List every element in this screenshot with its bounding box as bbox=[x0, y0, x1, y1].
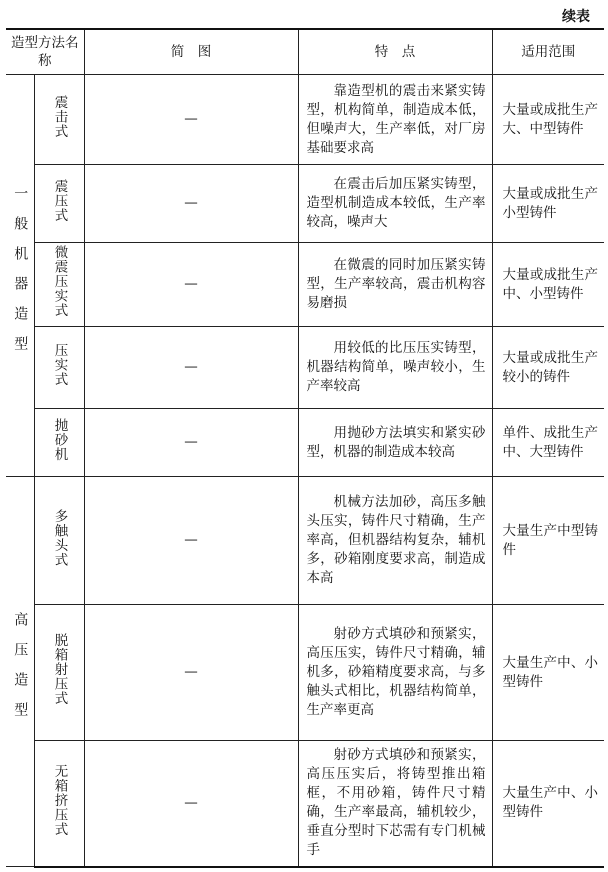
table-row bbox=[6, 741, 604, 867]
sketch-cell: — bbox=[84, 477, 298, 605]
method-name: 微震压实式 bbox=[34, 243, 84, 327]
features-cell: 在微震的同时加压紧实铸型，生产率较高，震击机构容易磨损 bbox=[298, 243, 492, 327]
features-cell: 在震击后加压紧实铸型，造型机制造成本较低，生产率较高，噪声大 bbox=[298, 165, 492, 243]
sketch-cell: — bbox=[84, 605, 298, 741]
sketch-cell: — bbox=[84, 409, 298, 477]
features-cell: 射砂方式填砂和预紧实，高压压实，铸件尺寸精确，辅机多，砂箱精度要求高，与多触头式相比，机器结构简单，生产率更高 bbox=[298, 605, 492, 741]
table-row bbox=[6, 327, 604, 409]
method-name: 脱箱射压式 bbox=[34, 605, 84, 741]
continued-label: 续表 bbox=[562, 9, 590, 25]
method-name: 抛砂机 bbox=[34, 409, 84, 477]
method-name: 多触头式 bbox=[34, 477, 84, 605]
features-cell: 用较低的比压压实铸型，机器结构简单，噪声较小，生产率较高 bbox=[298, 327, 492, 409]
scope-cell: 大量生产中型铸件 bbox=[492, 477, 604, 605]
table-row bbox=[6, 409, 604, 477]
casting-methods-table bbox=[6, 28, 604, 868]
features-cell: 用抛砂方法填实和紧实砂型，机器的制造成本较高 bbox=[298, 409, 492, 477]
header-features: 特 点 bbox=[298, 29, 492, 75]
group-general-machine: 一般机器造型 bbox=[6, 75, 34, 477]
scope-cell: 大量生产中、小型铸件 bbox=[492, 605, 604, 741]
table-row bbox=[6, 605, 604, 741]
scope-cell: 大量生产中、小型铸件 bbox=[492, 741, 604, 867]
header-method-name: 造型方法名称 bbox=[6, 29, 84, 75]
header-scope: 适用范围 bbox=[492, 29, 604, 75]
features-cell: 射砂方式填砂和预紧实，高压压实后，将铸型推出箱框，不用砂箱，铸件尺寸精确，生产率最高，辅机较少，垂直分型时下芯需有专门机械手 bbox=[298, 741, 492, 867]
method-name: 无箱挤压式 bbox=[34, 741, 84, 867]
scope-cell: 大量或成批生产中、小型铸件 bbox=[492, 243, 604, 327]
sketch-cell: — bbox=[84, 165, 298, 243]
table-row bbox=[6, 75, 604, 165]
table-row bbox=[6, 243, 604, 327]
features-cell: 靠造型机的震击来紧实铸型，机构简单，制造成本低，但噪声大，生产率低，对厂房基础要求高 bbox=[298, 75, 492, 165]
sketch-cell: — bbox=[84, 75, 298, 165]
header-sketch: 简 图 bbox=[84, 29, 298, 75]
scope-cell: 大量或成批生产大、中型铸件 bbox=[492, 75, 604, 165]
sketch-cell: — bbox=[84, 327, 298, 409]
method-name: 震压式 bbox=[34, 165, 84, 243]
sketch-cell: — bbox=[84, 741, 298, 867]
group-high-pressure: 高压造型 bbox=[6, 477, 34, 867]
method-name: 震击式 bbox=[34, 75, 84, 165]
header-row bbox=[6, 29, 604, 75]
table-row bbox=[6, 165, 604, 243]
scope-cell: 大量或成批生产较小的铸件 bbox=[492, 327, 604, 409]
scope-cell: 单件、成批生产中、大型铸件 bbox=[492, 409, 604, 477]
scope-cell: 大量或成批生产小型铸件 bbox=[492, 165, 604, 243]
sketch-cell: — bbox=[84, 243, 298, 327]
features-cell: 机械方法加砂，高压多触头压实，铸件尺寸精确，生产率高，但机器结构复杂，辅机多，砂箱刚度要求高，制造成本高 bbox=[298, 477, 492, 605]
method-name: 压实式 bbox=[34, 327, 84, 409]
table-row bbox=[6, 477, 604, 605]
